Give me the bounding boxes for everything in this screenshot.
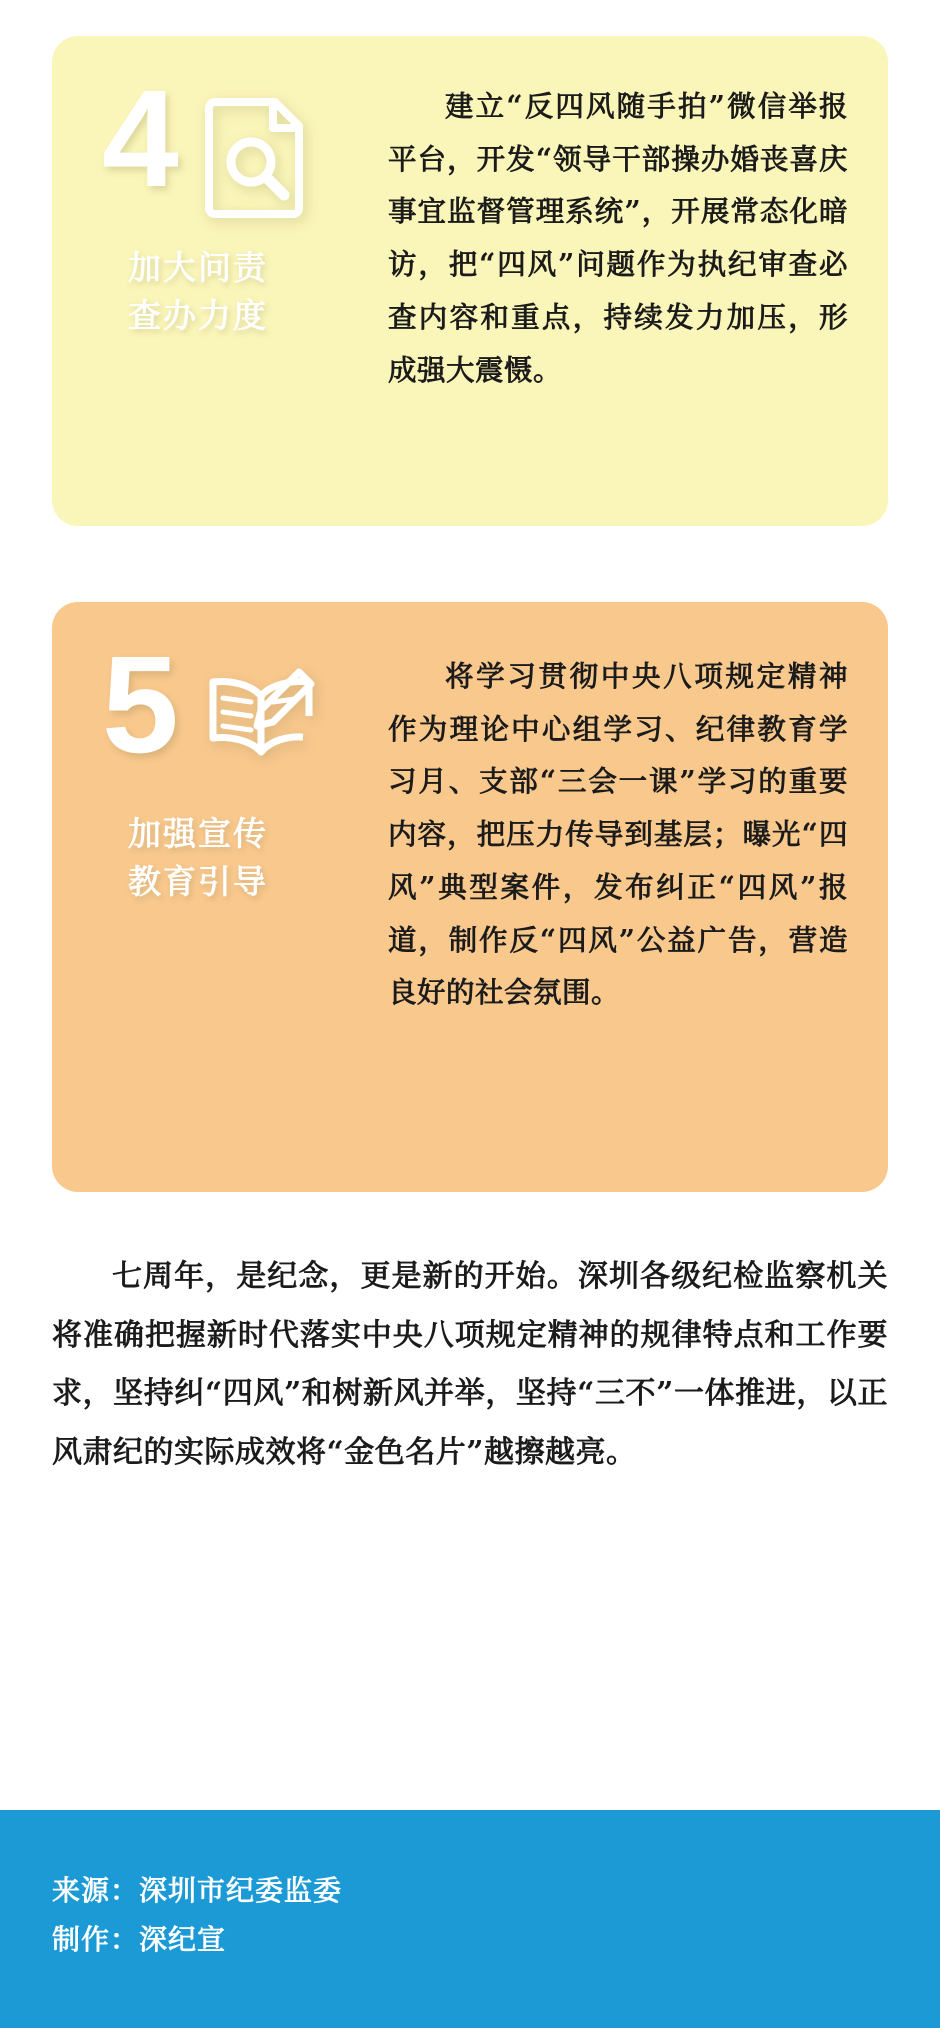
footer-source: 来源：深圳市纪委监委: [52, 1875, 343, 1906]
open-book-pencil-icon: [203, 662, 321, 779]
card-4-number-row: [88, 62, 388, 220]
content-card-4: [52, 36, 888, 526]
card-4-subtitle: [128, 244, 388, 340]
card-5-subtitle-line-1: 加强宣传: [128, 815, 268, 852]
card-4-number: 4: [102, 62, 177, 216]
card-4-left-column: [88, 62, 388, 340]
footer-producer: 制作：深纪宣: [52, 1924, 227, 1955]
card-4-body-text: 建立“反四风随手拍”微信举报平台，开发“领导干部操办婚丧喜庆事宜监督管理系统”，开展常态化暗访，把“四风”问题作为执纪审查必查内容和重点，持续发力加压，形成强大震慑。: [388, 89, 848, 387]
closing-paragraph: 七周年，是纪念，更是新的开始。深圳各级纪检监察机关将准确把握新时代落实中央八项规定精神的规律特点和工作要求，坚持纠“四风”和树新风并举，坚持“三不”一体推进，以正风肃纪的实际成效将“金色名片”越擦越亮。: [52, 1259, 888, 1470]
content-card-5: [52, 602, 888, 1192]
card-5-subtitle-line-2: 教育引导: [128, 862, 268, 900]
card-5-left-column: [88, 628, 388, 906]
card-5-number: 5: [102, 628, 177, 782]
document-search-icon: [203, 96, 311, 223]
card-4-subtitle-line-1: 加大问责: [128, 249, 268, 286]
card-5-number-row: [88, 628, 388, 786]
card-4-subtitle-line-2: 查办力度: [128, 296, 268, 334]
poster-page: [0, 36, 940, 2028]
card-5-subtitle: [128, 810, 388, 906]
card-5-body-text: 将学习贯彻中央八项规定精神作为理论中心组学习、纪律教育学习月、支部“三会一课”学习的重要内容，把压力传导到基层；曝光“四风”典型案件，发布纠正“四风”报道，制作反“四风”公益广告，营造良好的社会氛围。: [388, 659, 848, 1010]
footer-bar: [0, 1810, 940, 2028]
